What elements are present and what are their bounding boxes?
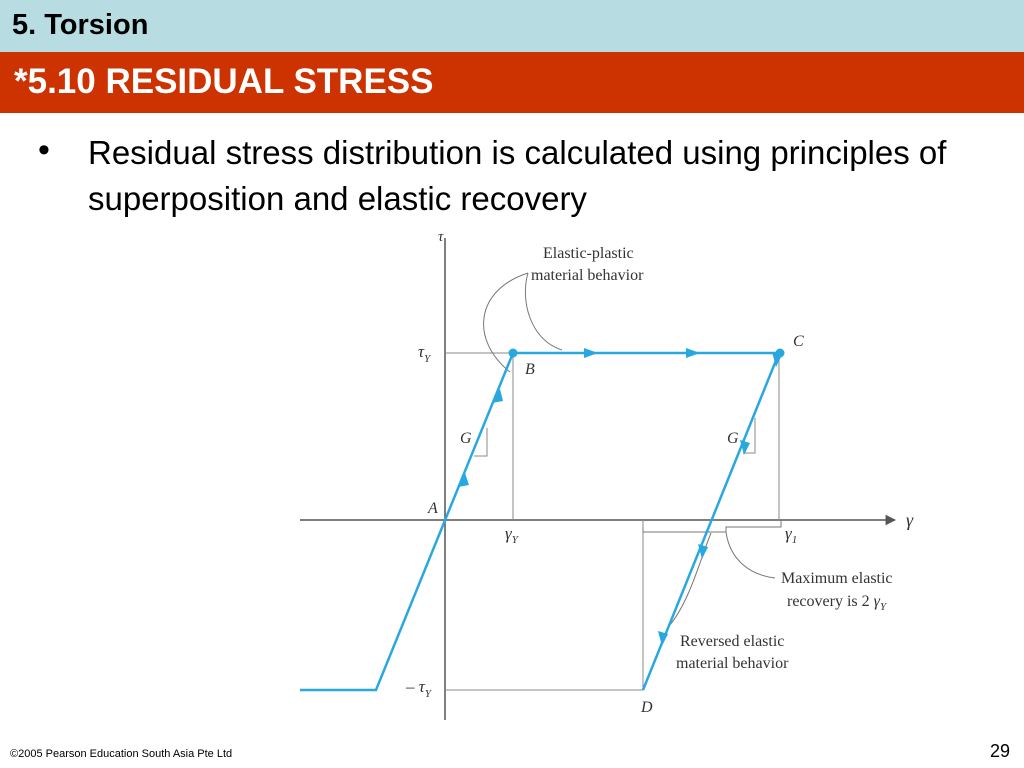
chapter-title: 5. Torsion <box>12 9 149 41</box>
point-a-label: A <box>428 500 438 517</box>
slope-g-left: G <box>460 430 472 447</box>
point-c-marker <box>776 349 785 358</box>
point-d-label: D <box>641 699 653 716</box>
point-b-marker <box>509 349 518 358</box>
gamma-y-label: $\gamma_Y$ <box>505 524 518 546</box>
page-number: 29 <box>990 741 1011 761</box>
note-elastic-plastic-line1: Elastic-plastic <box>543 245 634 262</box>
bullet-text: Residual stress distribution is calculated using principles of superposition and elastic recovery <box>88 134 947 217</box>
gamma-1-label: $\gamma_1$ <box>785 524 798 546</box>
copyright-footer: ©2005 Pearson Education South Asia Pte Ltd <box>10 748 233 760</box>
neg-tau-y-label: – $\tau_Y$ <box>406 677 431 700</box>
bullet-marker: • <box>38 131 50 169</box>
note-elastic-plastic-line2: material behavior <box>531 267 644 284</box>
point-b-label: B <box>525 361 535 378</box>
tau-y-label: $\tau_Y$ <box>418 342 431 365</box>
note-reversed-line1: Reversed elastic <box>680 633 785 650</box>
tau-axis-label: τ <box>438 229 444 245</box>
direction-arrows <box>458 348 782 646</box>
slope-g-right: G <box>727 430 739 447</box>
note-reversed-line2: material behavior <box>676 655 789 672</box>
note-max-recovery-line1: Maximum elastic <box>781 570 893 587</box>
callout-leaders <box>484 273 781 625</box>
slide-title: *5.10 RESIDUAL STRESS <box>14 62 434 101</box>
point-c-label: C <box>793 333 804 350</box>
note-max-recovery-line2: recovery is 2 $\gamma_Y$ <box>787 593 887 613</box>
gamma-axis-label: γ <box>906 510 914 530</box>
